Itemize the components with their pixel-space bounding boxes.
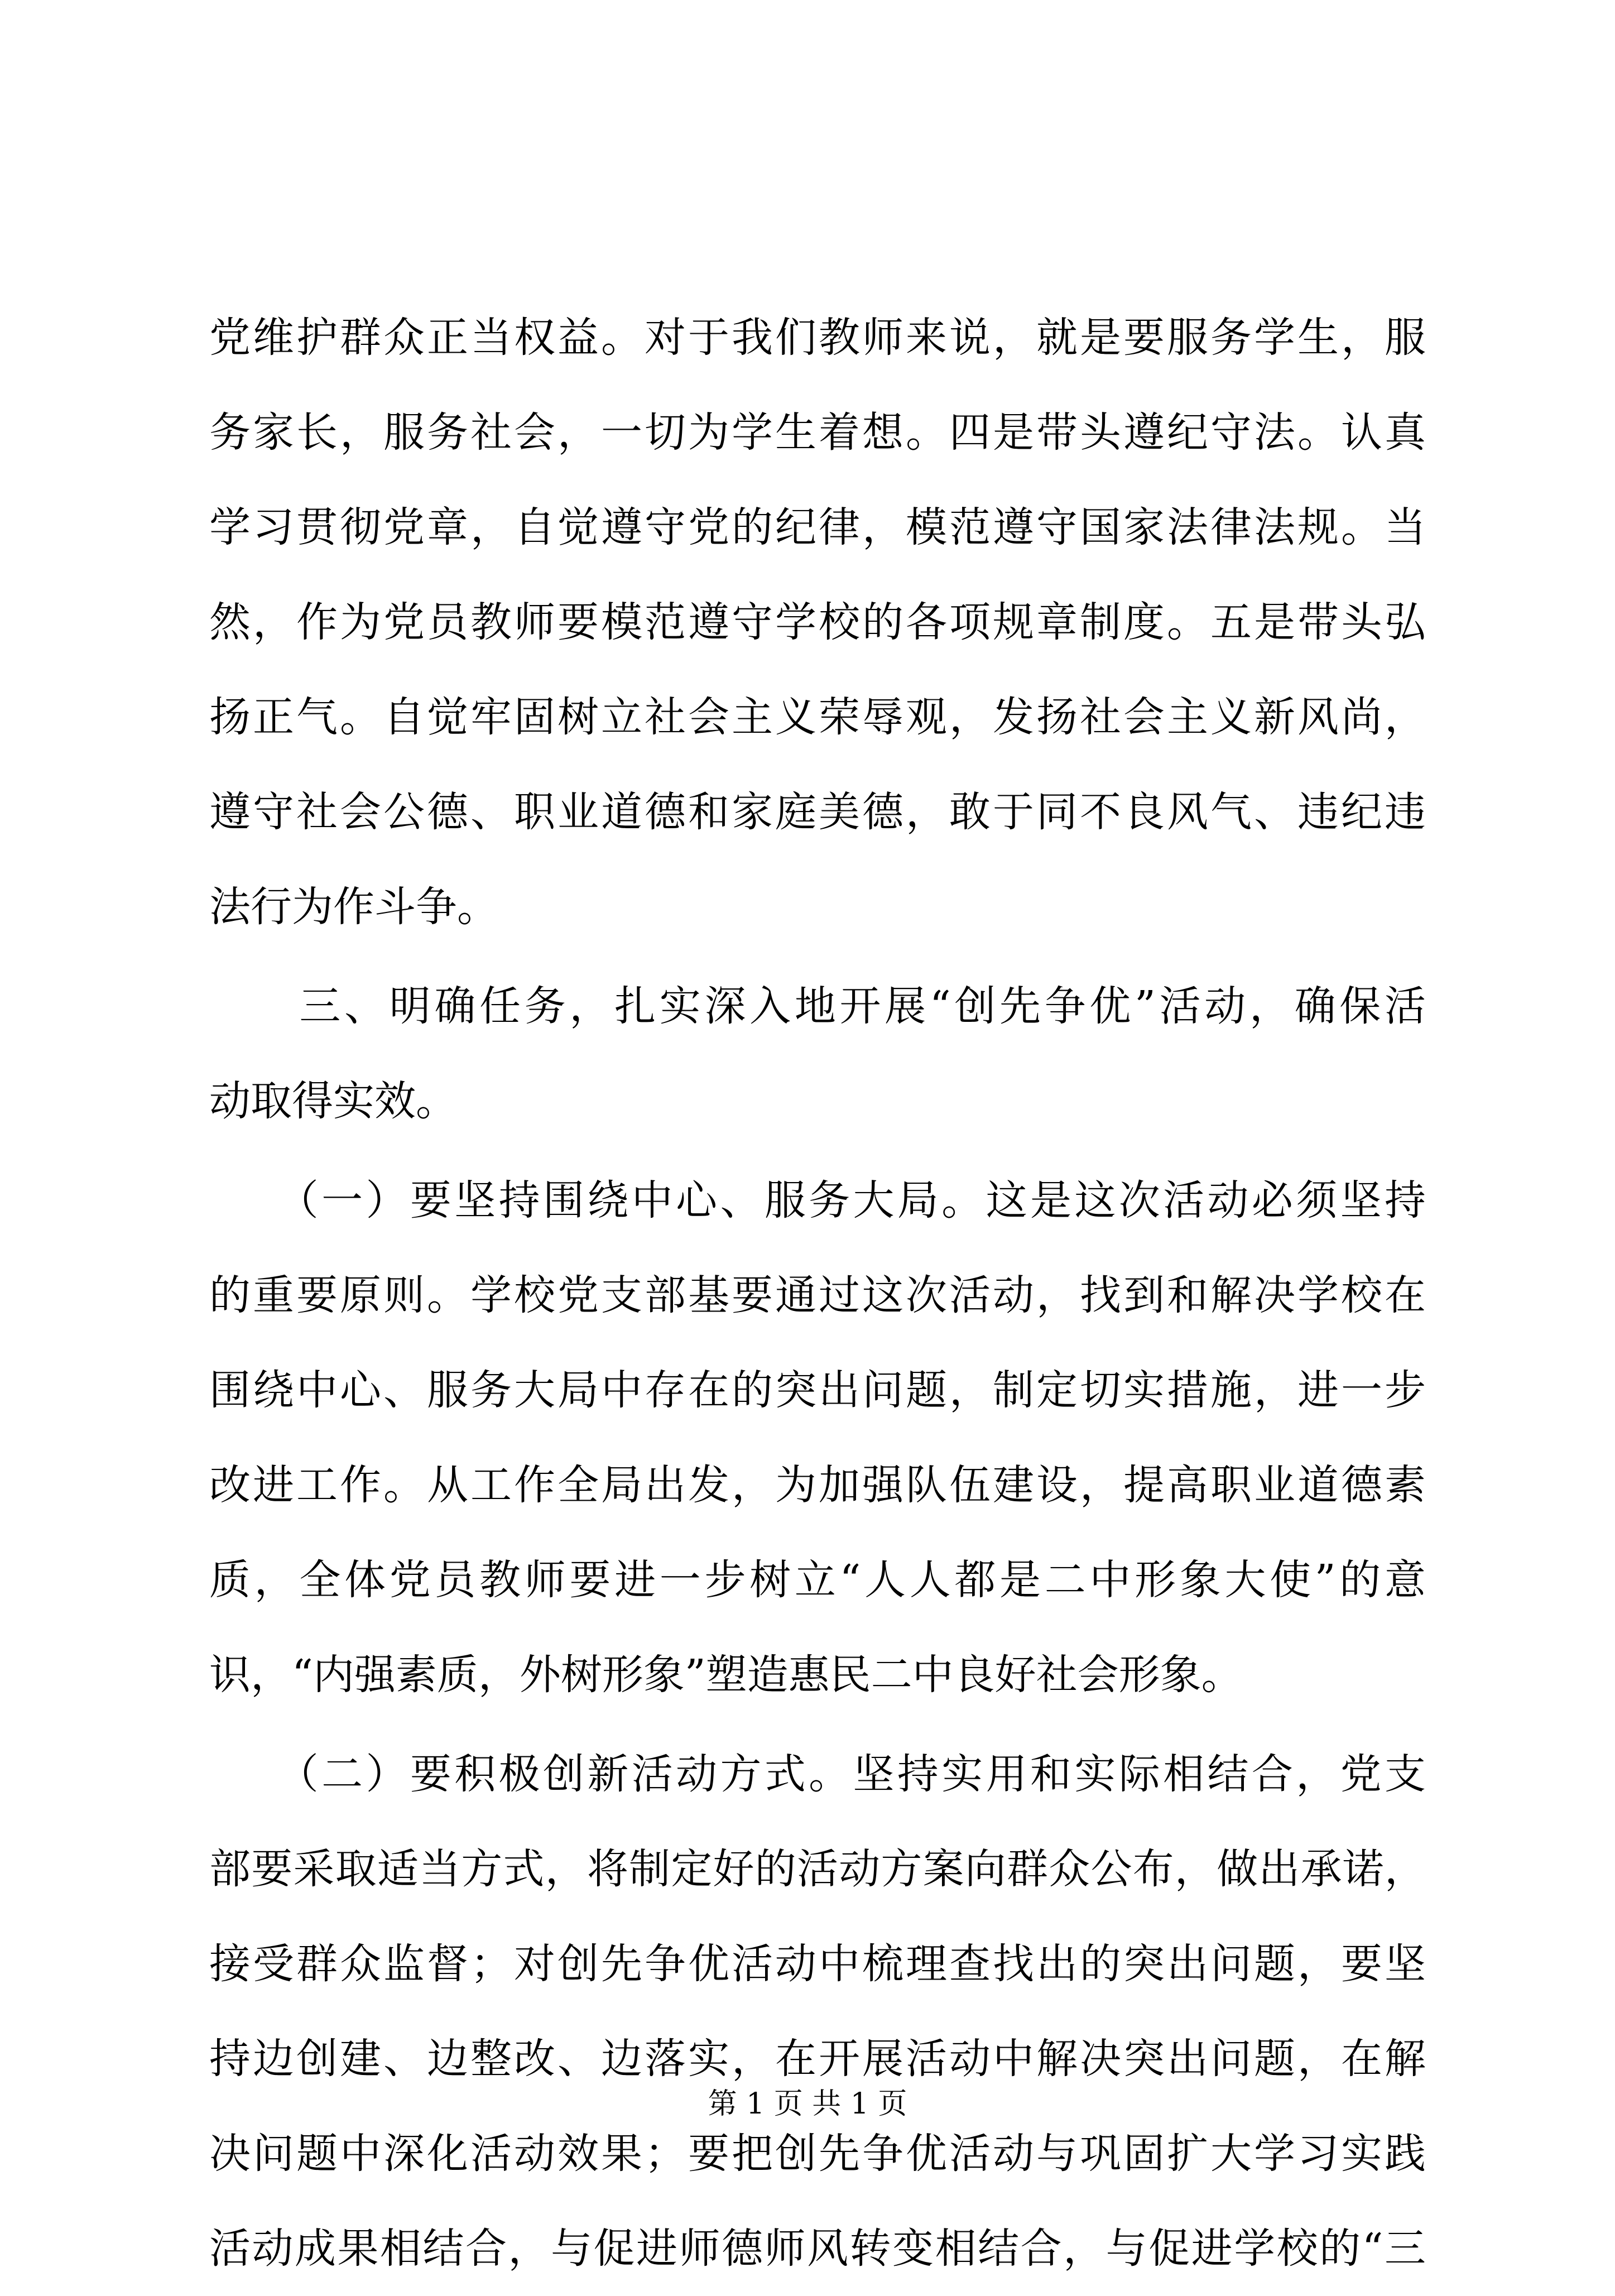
text-line: 党维护群众正当权益。对于我们教师来说，就是要服务学生，服 (209, 314, 1426, 362)
text-line: 遵守社会公德、职业道德和家庭美德，敢于同不良风气、违纪违 (209, 788, 1426, 836)
section-heading-line: 动取得实效。 (209, 1077, 457, 1125)
section-heading-line: 三、明确任务，扎实深入地开展“创先争优”活动，确保活 (209, 982, 1426, 1030)
text-line: 的重要原则。学校党支部基要通过这次活动，找到和解决学校在 (209, 1271, 1426, 1319)
text-line: 扬正气。自觉牢固树立社会主义荣辱观，发扬社会主义新风尚， (209, 693, 1426, 741)
text-line: （二）要积极创新活动方式。坚持实用和实际相结合，党支 (209, 1750, 1426, 1798)
text-line: 围绕中心、服务大局中存在的突出问题，制定切实措施，进一步 (209, 1366, 1426, 1414)
text-line: 质，全体党员教师要进一步树立“人人都是二中形象大使”的意 (209, 1556, 1426, 1604)
text-line: 法行为作斗争。 (209, 883, 498, 931)
text-line: 持边创建、边整改、边落实，在开展活动中解决突出问题，在解 (209, 2035, 1426, 2083)
text-line: 改进工作。从工作全局出发，为加强队伍建设，提高职业道德素 (209, 1461, 1426, 1509)
text-line: 学习贯彻党章，自觉遵守党的纪律，模范遵守国家法律法规。当 (209, 503, 1426, 551)
document-body (209, 290, 1426, 2296)
text-line: （一）要坚持围绕中心、服务大局。这是这次活动必须坚持 (209, 1176, 1426, 1224)
text-line: 识，“内强素质，外树形象”塑造惠民二中良好社会形象。 (209, 1651, 1243, 1699)
text-line: 接受群众监督；对创先争优活动中梳理查找出的突出问题，要坚 (209, 1940, 1426, 1988)
text-line: 活动成果相结合，与促进师德师风转变相结合，与促进学校的“三 (209, 2225, 1426, 2273)
page-number-footer: 第 1 页 共 1 页 (708, 2087, 907, 2121)
text-line: 然，作为党员教师要模范遵守学校的各项规章制度。五是带头弘 (209, 598, 1426, 646)
text-line: 决问题中深化活动效果；要把创先争优活动与巩固扩大学习实践 (209, 2130, 1426, 2178)
text-line: 务家长，服务社会，一切为学生着想。四是带头遵纪守法。认真 (209, 409, 1426, 457)
text-line: 部要采取适当方式，将制定好的活动方案向群众公布，做出承诺， (209, 1845, 1426, 1893)
